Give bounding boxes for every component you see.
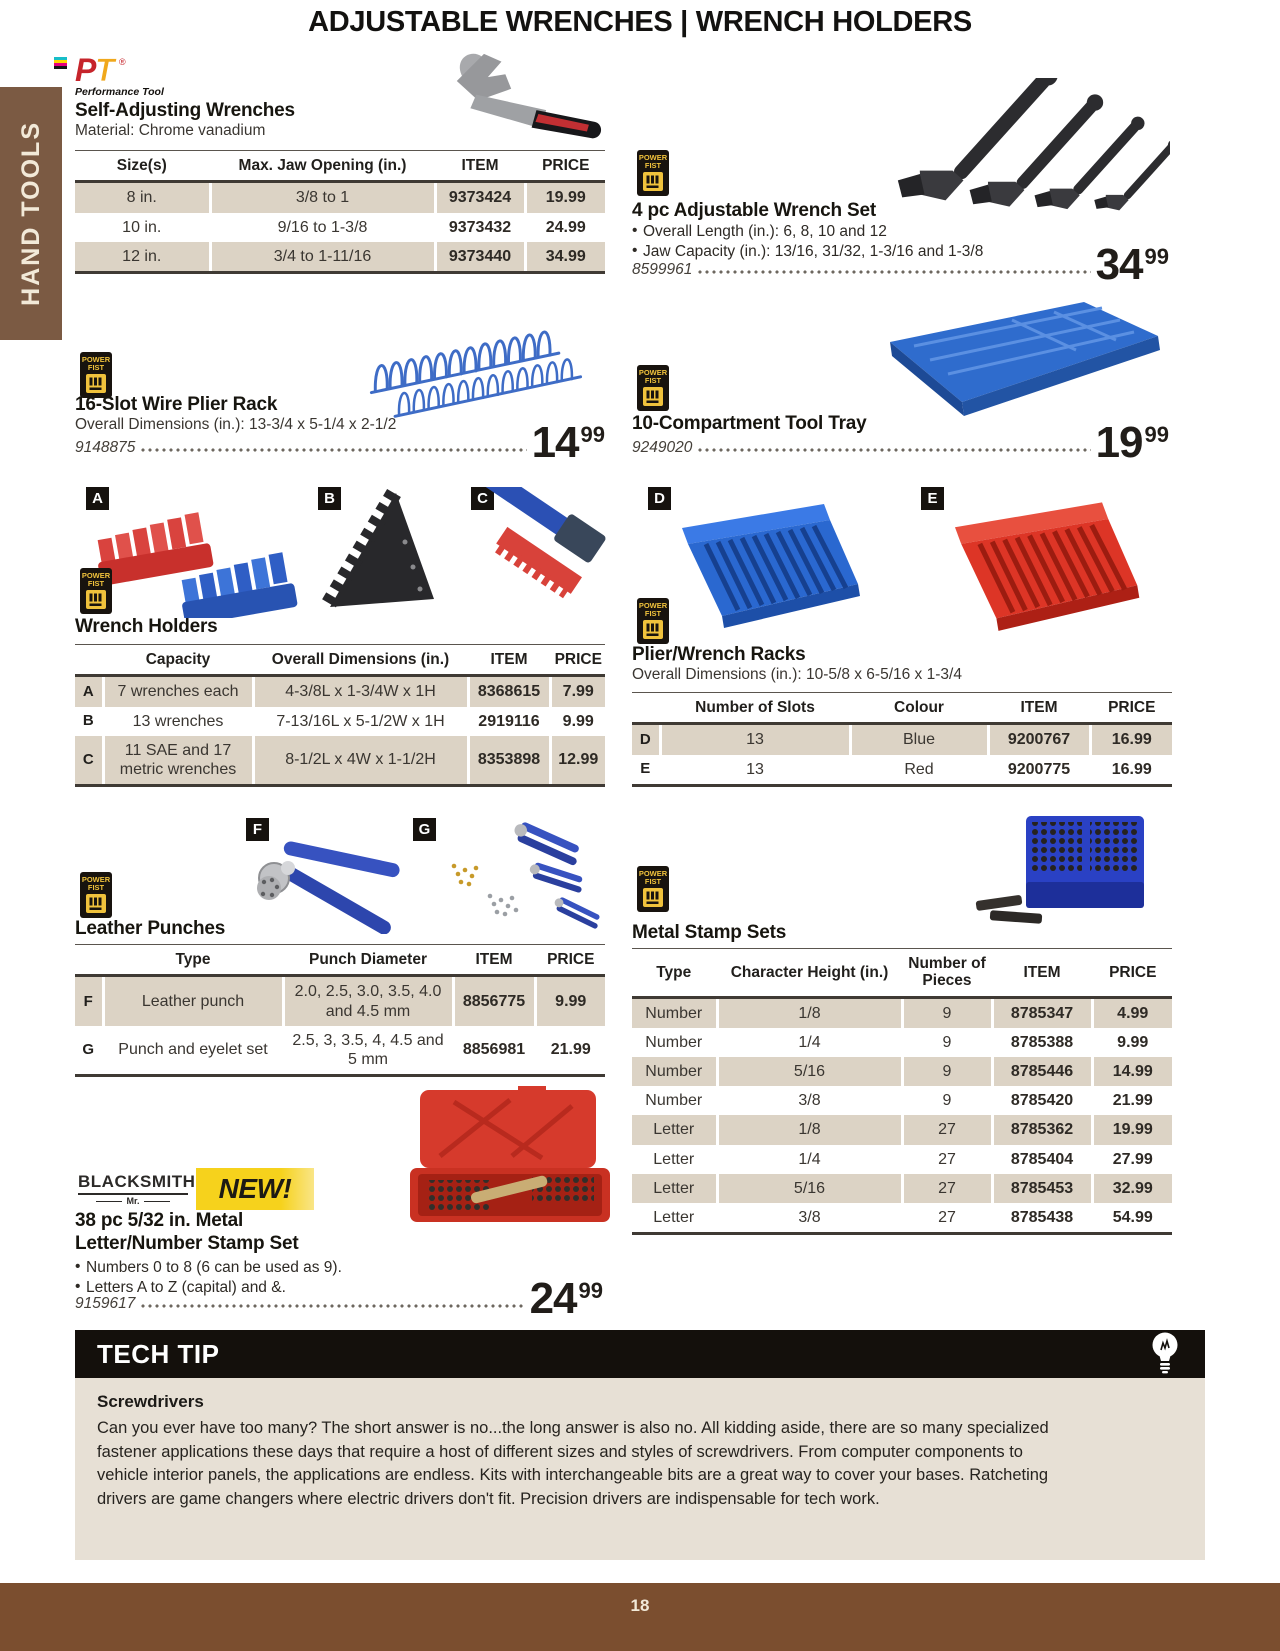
table-header-row <box>75 945 605 976</box>
column-header: Type <box>103 945 283 976</box>
table-cell: 27 <box>902 1203 992 1232</box>
product-item-price-line <box>75 1274 603 1323</box>
table-cell: 1/8 <box>717 997 902 1028</box>
product-material: Material: Chrome vanadium <box>75 122 266 139</box>
table-cell: 7-13/16L x 5-1/2W x 1H <box>253 707 468 736</box>
table-cell: 9200775 <box>988 755 1090 784</box>
price: 24 99 <box>529 1274 603 1323</box>
svg-text:T: T <box>95 54 115 88</box>
table-cell: 27.99 <box>1092 1145 1172 1174</box>
punch-eyelet-set-image <box>428 812 613 934</box>
table-cell: 9373440 <box>435 242 525 271</box>
table-cell: 19.99 <box>1092 1115 1172 1144</box>
table-cell: 4.99 <box>1092 997 1172 1028</box>
power-fist-badge <box>80 352 112 398</box>
svg-text:FIST: FIST <box>87 883 105 892</box>
table-cell: 8785453 <box>992 1174 1092 1203</box>
table-cell: 4-3/8L x 1-3/4W x 1H <box>253 676 468 707</box>
product-title-plier-rack: 16-Slot Wire Plier Rack <box>75 394 278 415</box>
magnetic-wrench-holders-image <box>470 487 608 620</box>
bullet-point: • Numbers 0 to 8 (6 can be used as 9). <box>75 1258 385 1278</box>
product-table <box>632 693 1172 784</box>
dotted-leader <box>697 445 1090 455</box>
price: 19 99 <box>1095 418 1169 467</box>
table-row <box>632 1115 1172 1144</box>
table-cell: 11 SAE and 17 metric wrenches <box>103 736 253 784</box>
image-label-g: G <box>413 818 436 841</box>
table-cell: G <box>82 1040 95 1058</box>
tech-tip-box <box>75 1330 1205 1560</box>
table-row <box>75 242 605 271</box>
table-cell: 9373424 <box>435 182 525 213</box>
item-number: 8599961 <box>632 260 693 278</box>
tech-tip-title: TECH TIP <box>97 1338 220 1369</box>
table-cell: Letter <box>632 1115 717 1144</box>
table-cell: Red <box>850 755 988 784</box>
table-cell: Punch and eyelet set <box>103 1026 283 1074</box>
table-header-row <box>75 151 605 182</box>
table-cell: 9 <box>902 1057 992 1086</box>
table-cell: D <box>632 724 660 755</box>
table-cell: 9.99 <box>1092 1028 1172 1057</box>
column-header: Capacity <box>103 645 253 676</box>
table-cell: 27 <box>902 1115 992 1144</box>
column-header: Type <box>632 949 717 997</box>
adjustable-wrench-set-image <box>885 78 1170 218</box>
table-header-row <box>75 645 605 676</box>
table-cell: 21.99 <box>1092 1086 1172 1115</box>
power-fist-badge <box>80 872 112 918</box>
svg-text:FIST: FIST <box>644 376 662 385</box>
table-row <box>75 182 605 213</box>
table-row <box>632 724 1172 755</box>
table-cell: Number <box>645 1092 703 1110</box>
column-header: PRICE <box>550 645 605 676</box>
table-cell: 8785438 <box>992 1203 1092 1232</box>
svg-text:POWER: POWER <box>638 368 668 377</box>
power-fist-badge <box>80 568 112 614</box>
column-header: Overall Dimensions (in.) <box>253 645 468 676</box>
dotted-leader <box>140 1301 524 1311</box>
column-header <box>75 645 103 676</box>
table-row <box>632 1086 1172 1115</box>
table-cell: 9200767 <box>988 724 1090 755</box>
svg-text:®: ® <box>119 57 126 67</box>
sidebar-label: HAND TOOLS <box>16 121 45 306</box>
column-header: ITEM <box>992 949 1092 997</box>
svg-text:FIST: FIST <box>87 579 105 588</box>
table-cell: 5/16 <box>717 1174 902 1203</box>
product-table <box>75 151 605 271</box>
table-row <box>75 976 605 1026</box>
product-title-self-adjusting: Self-Adjusting Wrenches <box>75 100 295 121</box>
table-cell: Letter <box>653 1209 695 1227</box>
tech-tip-header <box>75 1330 1205 1378</box>
table-row <box>632 1057 1172 1086</box>
table-cell: 9.99 <box>550 707 605 736</box>
mr-blacksmith-logo: BLACKSMITH Mr. <box>78 1172 196 1206</box>
table-header-row <box>632 693 1172 724</box>
table-cell: 16.99 <box>1090 755 1172 784</box>
table-cell: 3/8 to 1 <box>210 182 435 213</box>
table-cell: 2.0, 2.5, 3.0, 3.5, 4.0 and 4.5 mm <box>283 976 453 1026</box>
price: 34 99 <box>1095 240 1169 289</box>
table-cell: 8353898 <box>468 736 550 784</box>
light-bulb-icon <box>1147 1330 1183 1379</box>
table-cell: 7.99 <box>550 676 605 707</box>
table-cell: 8785404 <box>992 1145 1092 1174</box>
self-adjusting-wrenches-table <box>75 150 605 274</box>
table-row <box>75 213 605 242</box>
table-cell: 54.99 <box>1092 1203 1172 1232</box>
product-item-price-line <box>632 240 1169 289</box>
table-row <box>632 1203 1172 1232</box>
table-cell: 12 in. <box>75 242 210 271</box>
table-cell: 8368615 <box>468 676 550 707</box>
svg-text:POWER: POWER <box>81 875 111 884</box>
table-cell: 2.5, 3, 3.5, 4, 4.5 and 5 mm <box>283 1026 453 1074</box>
column-header: PRICE <box>535 945 605 976</box>
image-label-a: A <box>86 487 109 510</box>
item-number: 9249020 <box>632 438 693 456</box>
table-cell: 14.99 <box>1092 1057 1172 1086</box>
product-table <box>75 645 605 784</box>
svg-text:P: P <box>75 54 97 88</box>
image-label-d: D <box>648 487 671 510</box>
column-header: Number of Slots <box>660 693 850 724</box>
table-cell: 19.99 <box>525 182 605 213</box>
column-header: Size(s) <box>75 151 210 182</box>
new-badge: NEW! <box>196 1168 314 1210</box>
table-cell: 32.99 <box>1092 1174 1172 1203</box>
svg-text:FIST: FIST <box>644 161 662 170</box>
table-cell: 9/16 to 1-3/8 <box>210 213 435 242</box>
table-row <box>75 707 605 736</box>
wrench-rack-image <box>300 487 450 619</box>
column-header: Colour <box>850 693 988 724</box>
dotted-leader <box>697 267 1090 277</box>
table-cell: 8 in. <box>75 182 210 213</box>
table-cell: Number <box>645 1033 703 1051</box>
table-cell: 9 <box>902 997 992 1028</box>
table-cell: 8785446 <box>992 1057 1092 1086</box>
svg-text:FIST: FIST <box>644 609 662 618</box>
stamp-case-image <box>392 1086 624 1228</box>
svg-text:POWER: POWER <box>81 355 111 364</box>
column-header: ITEM <box>435 151 525 182</box>
power-fist-badge <box>637 365 669 411</box>
svg-text:FIST: FIST <box>644 877 662 886</box>
leather-punch-image <box>236 812 431 934</box>
table-cell: 3/8 <box>717 1086 902 1115</box>
bullet-point: • Overall Length (in.): 6, 8, 10 and 12 <box>632 222 1172 242</box>
product-item-price-line <box>75 418 605 467</box>
table-cell: 7 wrenches each <box>103 676 253 707</box>
table-cell: 10 in. <box>122 218 162 236</box>
power-fist-badge <box>637 150 669 196</box>
category-sidebar <box>0 87 62 340</box>
column-header: ITEM <box>988 693 1090 724</box>
table-cell: 24.99 <box>525 213 605 242</box>
product-table <box>75 945 605 1074</box>
metal-stamp-sets-table <box>632 948 1172 1235</box>
section-title-leather-punches: Leather Punches <box>75 918 226 939</box>
table-row <box>632 1028 1172 1057</box>
product-title-wrench-set: 4 pc Adjustable Wrench Set <box>632 200 876 221</box>
table-cell: 21.99 <box>535 1026 605 1074</box>
table-row <box>632 1145 1172 1174</box>
plier-rack-red-image <box>928 490 1158 635</box>
table-cell: 16.99 <box>1090 724 1172 755</box>
dotted-leader <box>140 445 526 455</box>
table-cell: 9373432 <box>435 213 525 242</box>
table-cell: 3/8 <box>717 1203 902 1232</box>
image-label-b: B <box>318 487 341 510</box>
section-dimensions: Overall Dimensions (in.): 10-5/8 x 6-5/16 x 1-3/4 <box>632 666 962 683</box>
image-label-e: E <box>921 487 944 510</box>
column-header: Number of Pieces <box>902 949 992 997</box>
table-cell: 5/16 <box>717 1057 902 1086</box>
table-cell: Leather punch <box>103 976 283 1026</box>
bullet-point: • Jaw Capacity (in.): 13/16, 31/32, 1-3/16 and 1-3/8 <box>632 242 1172 262</box>
table-cell: 1/8 <box>717 1115 902 1144</box>
table-row <box>75 736 605 784</box>
tech-tip-subject: Screwdrivers <box>97 1392 204 1411</box>
performance-tool-logo <box>75 54 175 98</box>
table-row <box>632 1174 1172 1203</box>
table-cell: C <box>75 736 103 784</box>
product-title-stamp-set-line1: 38 pc 5/32 in. Metal <box>75 1210 244 1231</box>
table-cell: 13 <box>660 755 850 784</box>
table-cell: 9.99 <box>535 976 605 1026</box>
bullet-point: • Letters A to Z (capital) and &. <box>75 1278 385 1298</box>
table-row <box>632 755 1172 784</box>
svg-text:Performance Tool: Performance Tool <box>75 86 164 98</box>
metal-stamp-set-image <box>968 810 1168 935</box>
table-cell: Letter <box>632 1174 717 1203</box>
table-cell: 9 <box>902 1028 992 1057</box>
column-header: PRICE <box>525 151 605 182</box>
column-header: ITEM <box>453 945 535 976</box>
table-cell: 1/4 <box>717 1028 902 1057</box>
power-fist-badge <box>637 598 669 644</box>
table-cell: 1/4 <box>717 1145 902 1174</box>
plier-wrench-racks-table <box>632 692 1172 787</box>
svg-text:POWER: POWER <box>81 571 111 580</box>
table-cell: E <box>640 760 651 778</box>
leather-punches-table <box>75 944 605 1077</box>
price: 14 99 <box>531 418 605 467</box>
table-cell: 8785362 <box>992 1115 1092 1144</box>
table-cell: A <box>75 676 103 707</box>
svg-text:POWER: POWER <box>638 869 668 878</box>
section-title-plier-wrench-racks: Plier/Wrench Racks <box>632 644 806 665</box>
table-cell: 8785420 <box>992 1086 1092 1115</box>
wrench-holders-image <box>88 490 306 618</box>
column-header: ITEM <box>468 645 550 676</box>
table-cell: 3/4 to 1-11/16 <box>210 242 435 271</box>
column-header: Punch Diameter <box>283 945 453 976</box>
table-cell: Number <box>632 997 717 1028</box>
table-cell: 12.99 <box>550 736 605 784</box>
wire-plier-rack-image <box>352 288 597 436</box>
table-cell: 8785388 <box>992 1028 1092 1057</box>
print-registration-mark <box>54 57 67 69</box>
svg-text:POWER: POWER <box>638 153 668 162</box>
image-label-c: C <box>471 487 494 510</box>
tech-tip-text: Can you ever have too many? The short answer is no...the long answer is also no. All kidding aside, there are so many specialized fastener applications these days that require a host of different sizes and styles of screwdrivers. From computer components to vehicle interior panels, the applications are endless. Kits with interchangeable bits are a great way to cover your bases. Ratcheting drivers are game changers where electric drivers don't fit. Precision drivers are indispensable for tech work. <box>97 1419 1049 1508</box>
column-header: Character Height (in.) <box>717 949 902 997</box>
column-header <box>632 693 660 724</box>
table-cell: 9 <box>902 1086 992 1115</box>
column-header: PRICE <box>1092 949 1172 997</box>
item-number: 9159617 <box>75 1294 136 1312</box>
image-label-f: F <box>246 818 269 841</box>
table-cell: 27 <box>902 1174 992 1203</box>
column-header <box>75 945 103 976</box>
page-footer <box>0 1583 1280 1651</box>
table-cell: B <box>82 712 94 730</box>
table-cell: 8856775 <box>453 976 535 1026</box>
wrench-holders-table <box>75 644 605 787</box>
svg-text:FIST: FIST <box>87 363 105 372</box>
table-row <box>75 676 605 707</box>
page-number: 18 <box>630 1596 650 1615</box>
tech-tip-body <box>75 1378 1205 1560</box>
table-cell: Number <box>632 1057 717 1086</box>
table-cell: Letter <box>653 1150 695 1168</box>
table-cell: 8856981 <box>453 1026 535 1074</box>
table-row <box>75 1026 605 1074</box>
product-title-stamp-set-line2: Letter/Number Stamp Set <box>75 1233 299 1254</box>
plier-rack-blue-image <box>658 492 876 632</box>
table-cell: Blue <box>850 724 988 755</box>
table-row <box>632 997 1172 1028</box>
table-cell: 2919116 <box>468 707 550 736</box>
table-cell: 34.99 <box>525 242 605 271</box>
table-cell: F <box>75 976 103 1026</box>
section-title-wrench-holders: Wrench Holders <box>75 616 218 637</box>
item-number: 9148875 <box>75 438 136 456</box>
product-table <box>632 949 1172 1232</box>
self-adjusting-wrench-image <box>425 48 610 150</box>
product-title-tool-tray: 10-Compartment Tool Tray <box>632 413 867 434</box>
table-cell: 8-1/2L x 4W x 1-1/2H <box>253 736 468 784</box>
table-cell: 27 <box>902 1145 992 1174</box>
table-cell: 13 <box>660 724 850 755</box>
table-cell: 8785347 <box>992 997 1092 1028</box>
column-header: Max. Jaw Opening (in.) <box>210 151 435 182</box>
svg-text:POWER: POWER <box>638 601 668 610</box>
section-title-metal-stamp-sets: Metal Stamp Sets <box>632 922 787 943</box>
table-cell: 13 wrenches <box>103 707 253 736</box>
column-header: PRICE <box>1090 693 1172 724</box>
page-title: ADJUSTABLE WRENCHES | WRENCH HOLDERS <box>308 6 972 38</box>
tool-tray-image <box>862 290 1172 430</box>
table-header-row <box>632 949 1172 997</box>
power-fist-badge <box>637 866 669 912</box>
product-dimensions: Overall Dimensions (in.): 13-3/4 x 5-1/4 x 2-1/2 <box>75 416 397 433</box>
